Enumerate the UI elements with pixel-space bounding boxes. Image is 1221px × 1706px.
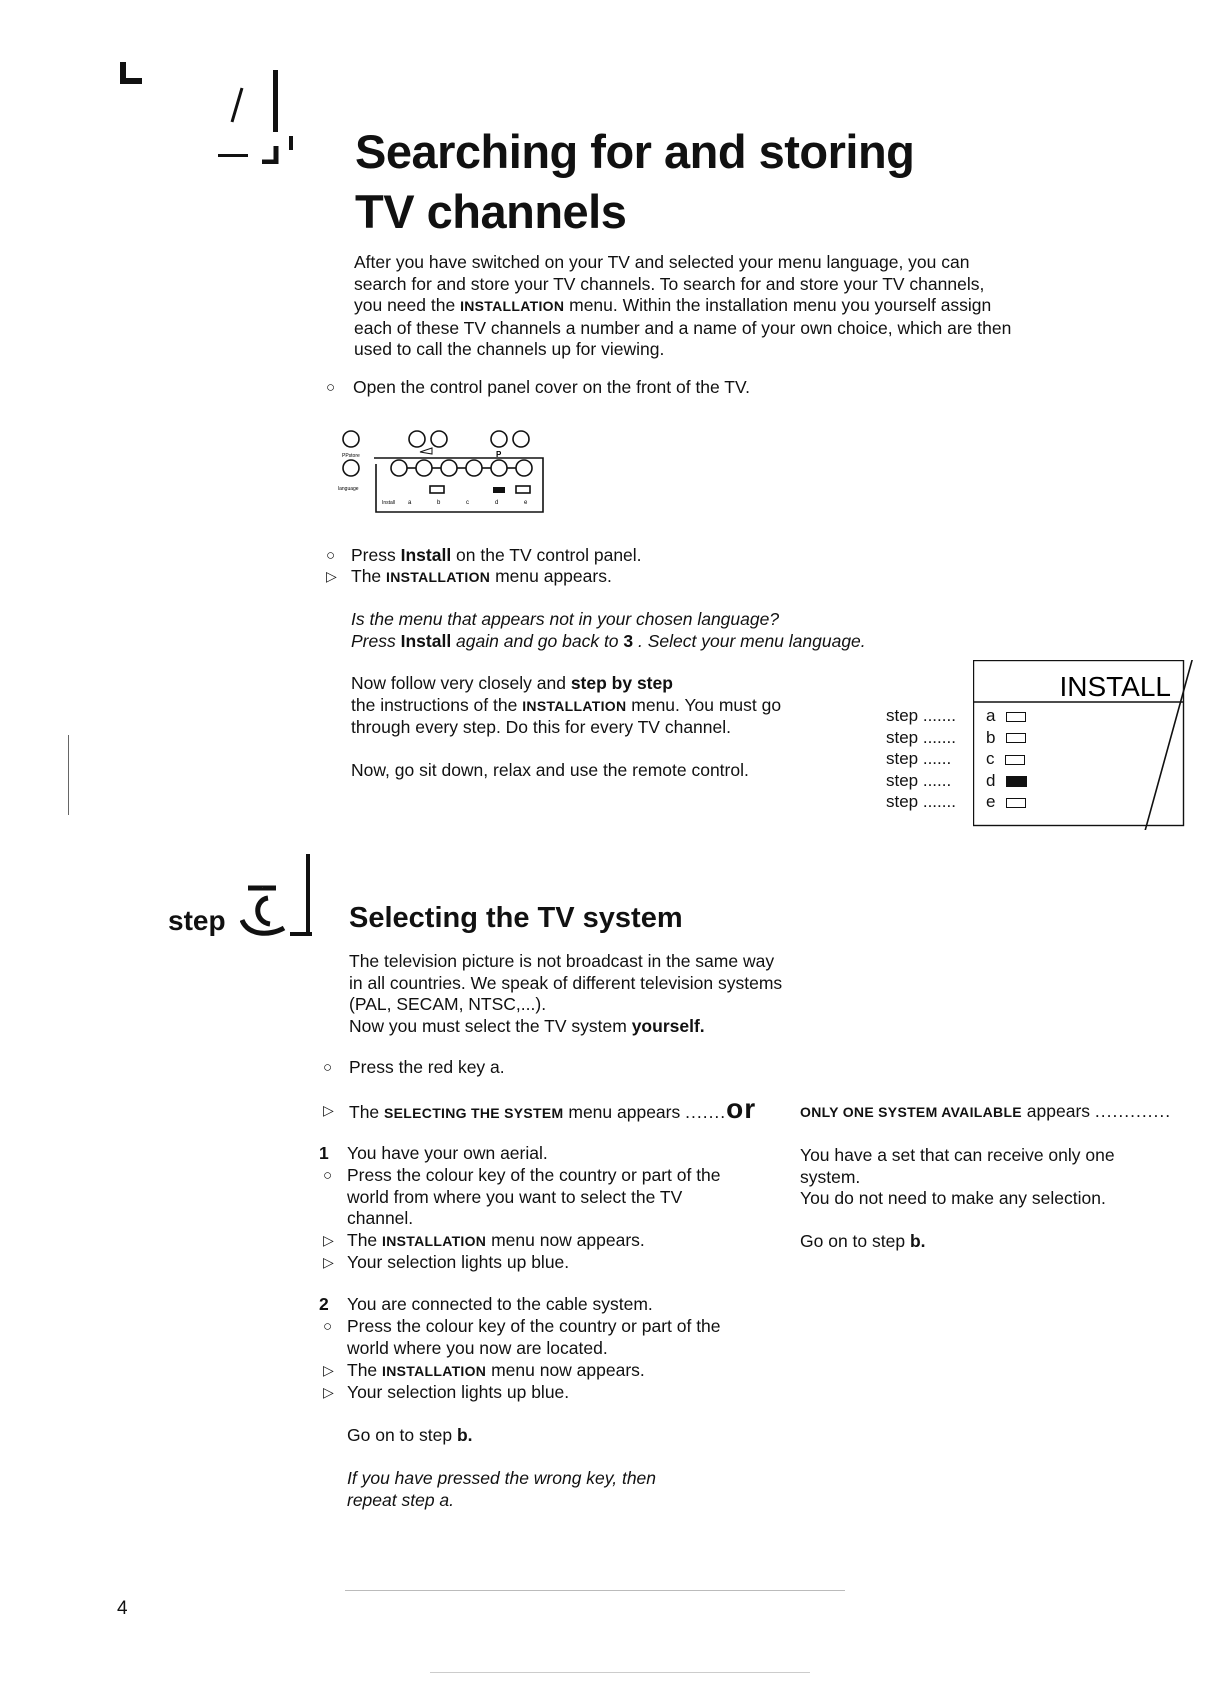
option-2-result-1: The INSTALLATION menu now appears.: [347, 1360, 645, 1380]
right-col-line-1: You have a set that can receive only one: [800, 1145, 1115, 1165]
wrong-key-line-1: If you have pressed the wrong key, then: [347, 1468, 657, 1488]
pp-label: PPstore: [342, 453, 360, 459]
option-2-number: 2: [319, 1294, 329, 1314]
right-col-line-3: You do not need to make any selection.: [800, 1188, 1106, 1209]
page-number: 4: [117, 1598, 128, 1619]
desc-line-3: (PAL, SECAM, NTSC,...).: [349, 994, 547, 1015]
option-1-instruction: Press the colour key of the country or part of the world from where you want to select the TV channel.: [347, 1165, 721, 1229]
desc-line-2: in all countries. We speak of different television systems: [349, 972, 783, 993]
scan-artifact: [430, 1672, 810, 1673]
option-2-instruction: Press the colour key of the country or part of the world where you now are located.: [347, 1316, 721, 1358]
install-step-labels: [886, 705, 970, 813]
corner-mark: [120, 62, 142, 84]
language-note-line-2: Press Install again and go back to 3 . Select your menu language.: [351, 631, 866, 651]
only-one-system-text: ONLY ONE SYSTEM AVAILABLE appears .............: [800, 1101, 1172, 1121]
empty-box-icon: [1005, 755, 1025, 765]
filled-box-icon: [1006, 776, 1027, 787]
open-cover-text: Open the control panel cover on the front of the TV.: [353, 377, 750, 397]
step-letter-a: a: [262, 888, 263, 889]
intro-text-2: menu. Within the installation menu you yourself assign each of these TV channels a number and a name of your own choice, which are then used to call the channels up for viewing.: [354, 295, 1012, 360]
option-1-result-1: The INSTALLATION menu now appears.: [347, 1230, 645, 1250]
page-title: [355, 122, 1055, 242]
bullet-icon: ○: [323, 1059, 333, 1076]
result-arrow-icon: ▷: [323, 1232, 334, 1248]
option-1-result-2: Your selection lights up blue.: [347, 1252, 570, 1272]
selecting-system-text: The SELECTING THE SYSTEM menu appears .......or: [349, 1093, 757, 1124]
menu-item-a: a: [986, 705, 1046, 727]
right-col-line-2: system.: [800, 1166, 861, 1187]
bullet-icon: ○: [326, 379, 336, 396]
language-note-line-1: Is the menu that appears not in your chosen language?: [351, 609, 780, 629]
step-label-c: step ......: [886, 749, 952, 769]
step-label-b: step .......: [886, 727, 956, 747]
menu-item-d: d: [986, 770, 1046, 792]
bullet-icon: ○: [326, 547, 336, 564]
menu-item-c: c: [986, 748, 1046, 770]
relax-text: Now, go sit down, relax and use the remote control.: [351, 760, 749, 780]
option-1-number: 1: [319, 1143, 329, 1163]
p-label: P: [496, 450, 502, 459]
intro-paragraph: [354, 252, 1014, 361]
key-d: d: [495, 500, 499, 506]
press-red-text: Press the red key a.: [349, 1057, 505, 1077]
result-arrow-icon: ▷: [323, 1362, 334, 1378]
step-label-e: step .......: [886, 792, 956, 812]
right-col-go-on: Go on to step b.: [800, 1231, 926, 1251]
step-letter-a-glyph: [240, 838, 322, 938]
result-arrow-icon: ▷: [323, 1102, 334, 1118]
menu-appears-text: The INSTALLATION menu appears.: [351, 566, 612, 586]
install-menu-items: [986, 705, 1046, 813]
chapter-number-4: [212, 64, 304, 164]
menu-item-e: e: [986, 791, 1046, 813]
step-label-a: step .......: [886, 706, 956, 725]
bullet-icon: ○: [323, 1318, 333, 1335]
section-heading: Selecting the TV system: [349, 902, 683, 934]
only-one-system-explanation: [800, 1145, 1180, 1210]
control-panel-diagram: [338, 424, 558, 514]
tv-system-description: [349, 951, 909, 1037]
empty-box-icon: [1006, 798, 1026, 808]
key-e: e: [524, 500, 528, 506]
install-label: Install: [382, 500, 396, 506]
empty-box-icon: [1006, 712, 1026, 722]
option-1-text: You have your own aerial.: [347, 1143, 548, 1163]
bullet-icon: ○: [323, 1167, 333, 1184]
key-c: c: [466, 500, 469, 506]
key-b: b: [437, 500, 441, 506]
follow-line-3: through every step. Do this for every TV channel.: [351, 717, 732, 737]
step-label-d: step ......: [886, 770, 952, 790]
margin-scan-line: [68, 735, 69, 815]
menu-item-b: b: [986, 727, 1046, 749]
desc-line-1: The television picture is not broadcast in the same way: [349, 951, 775, 971]
install-menu-title: INSTALL: [1059, 671, 1171, 702]
option-2-result-2: Your selection lights up blue.: [347, 1382, 570, 1402]
title-line-2: TV channels: [355, 185, 627, 238]
key-a: a: [408, 500, 412, 506]
language-label: language: [338, 486, 359, 492]
option-2-text: You are connected to the cable system.: [347, 1294, 653, 1314]
result-arrow-icon: ▷: [326, 568, 337, 584]
result-arrow-icon: ▷: [323, 1254, 334, 1270]
press-install-text: Press Install on the TV control panel.: [351, 545, 642, 565]
wrong-key-line-2: repeat step a.: [347, 1490, 455, 1510]
follow-line-2: the instructions of the INSTALLATION menu. You must go: [351, 695, 782, 715]
title-line-1: Searching for and storing: [355, 125, 915, 178]
intro-menu-name: INSTALLATION: [460, 298, 565, 315]
go-on-step-b: Go on to step b.: [347, 1425, 473, 1445]
follow-line-1: Now follow very closely and step by step: [351, 673, 673, 693]
empty-box-icon: [1006, 733, 1026, 743]
step-label: step: [168, 905, 226, 936]
scan-artifact: [345, 1590, 845, 1591]
result-arrow-icon: ▷: [323, 1384, 334, 1400]
desc-line-4: Now you must select the TV system yourself.: [349, 1015, 705, 1036]
intro-text-1: After you have switched on your TV and selected your menu language, you can search for and store your TV channels. To search for and store your TV channels, you need the: [354, 252, 985, 316]
